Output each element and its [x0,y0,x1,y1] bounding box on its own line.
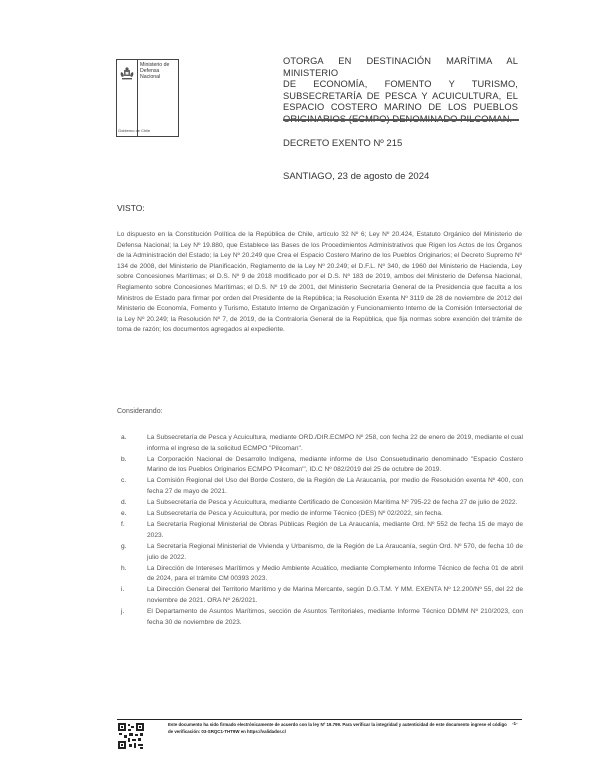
list-item-text: La Dirección General del Territorio Marítimo y de Marina Mercante, según D.G.T.M. Y MM. EXENTA Nº 12.200/Nº 55, del 22 de noviembre de 2021. ORA Nº 26/2021. [147,586,523,604]
considerando-list [121,433,523,629]
ministry-line-3: Nacional [140,74,161,80]
list-item-text: El Departamento de Asuntos Marítimos, sección de Asuntos Territoriales, mediante Informe Técnico DDMM Nº 210/2023, con fecha 30 de noviembre de 2023. [147,608,523,626]
list-item [121,542,523,563]
list-marker: b. [121,455,127,463]
list-marker: c. [121,477,127,485]
electronic-signature-notice: Este documento ha sido firmado electrónicamente de acuerdo con la ley Nº 19.799. Para verificar la integridad y autenticidad de este documento ingrese el código de verificación: 03-SRQC1-THT9W en https://validador.cl [168,722,507,734]
ministry-line-2: Defensa [140,68,160,74]
list-item [121,520,523,541]
list-marker: a. [121,434,127,441]
list-item-text: La Subsecretaría de Pesca y Acuicultura, mediante Certificado de Concesión Marítima Nº 795-22 de fecha 27 de julio de 2022. [147,499,518,507]
list-marker: i. [121,586,125,594]
list-item [121,585,523,606]
list-item-text: La Comisión Regional del Uso del Borde Costero, de la Región de La Araucanía, por medio de Resolución exenta Nº 400, con fecha 27 de mayo de 2021. [147,477,523,495]
list-item [121,498,523,509]
footer-divider [117,719,522,720]
list-item-text: La Subsecretaría de Pesca y Acuicultura, mediante ORD./DIR.ECMPO Nº 258, con fecha 22 de enero de 2019, mediante el cual informa el ingreso de la solicitud ECMPO "Pilcoman". [147,434,523,452]
list-item-text: La Secretaría Regional Ministerial de Vivienda y Urbanismo, de la Región de La Araucanía, según Ord. Nº 570, de fecha 10 de julio de 2022. [147,542,523,561]
list-marker: g. [121,542,127,550]
ministry-name [138,60,178,136]
visto-heading: VISTO: [117,203,145,213]
list-item [121,607,523,628]
qr-code-icon[interactable] [117,722,145,750]
list-item [121,455,523,476]
list-item [121,476,523,497]
list-item-text: La Secretaría Regional Ministerial de Obras Públicas Región de La Araucanía, mediante Ord. Nº 552 de fecha 15 de mayo de 2023. [147,521,523,539]
ministry-logo [116,59,179,137]
decree-number: DECRETO EXENTO Nº 215 [283,138,403,149]
government-label: Gobierno de Chile [118,128,151,133]
list-item [121,433,523,454]
list-marker: j. [121,608,125,615]
title-line-2: DE ECONOMÍA, FOMENTO Y TURISMO, [283,79,518,89]
list-item-text: La Subsecretaría de Pesca y Acuicultura, por medio de informe Técnico (DES) Nº 02/2022, sin fecha. [147,510,443,518]
list-item [121,509,523,520]
list-marker: f. [121,521,125,529]
document-title [283,56,518,125]
title-line-3: SUBSECRETARÍA DE PESCA Y ACUICULTURA, EL [283,90,518,101]
place-date: SANTIAGO, 23 de agosto de 2024 [283,171,430,182]
list-item [121,564,523,585]
list-marker: e. [121,510,127,518]
title-line-1: OTORGA EN DESTINACIÓN MARÍTIMA AL MINISTERIO [283,56,518,78]
list-item-text: La Dirección de Intereses Marítimos y Medio Ambiente Acuático, mediante Complemento Informe Técnico de fecha 01 de abril de 2024, para el trámite CM 00393 2023. [147,564,523,583]
considerando-heading: Considerando: [117,408,163,415]
page-number: -1- [512,721,518,726]
list-marker: h. [121,564,127,572]
chile-coat-of-arms-icon [119,66,135,82]
title-line-4: ESPACIO COSTERO MARINO DE LOS PUEBLOS [283,102,518,112]
list-marker: d. [121,499,127,507]
ministry-line-1: Ministerio de [140,62,170,68]
visto-paragraph: Lo dispuesto en la Constitución Política de la República de Chile, artículo 32 Nº 6; Ley Nº 20.424, Estatuto Orgánico del Ministerio de Defensa Nacional; la Ley Nº 19.880, que Establece las Bases de los Procedimientos Administrativos que Rigen los Actos de los Órganos de la Administración del Estado; la Ley Nº 20.249 que Crea el Espacio Costero Marino de los Pueblos Originarios; el Decreto Supremo Nº 134 de 2008, del Ministerio de Planificación, Reglamento de la Ley Nº 20.249; el D.F.L. Nº 340, de 1960 del Ministerio de Hacienda, Ley sobre Concesiones Marítimas; el D.S. Nº 9 de 2018 modificado por el D.S. Nº 183 de 2019, ambos del Ministerio de Defensa Nacional, Reglamento sobre Concesiones Marítimas; el D.S. Nº 19 de 2001, del Ministerio Secretaría General de la Presidencia que faculta a los Ministros de Estado para firmar por orden del Presidente de la República; la Resolución Exenta Nº 3119 de 28 de noviembre de 2012 del Ministerio de Economía, Fomento y Turismo, Estatuto Interno de Organización y Funcionamiento Interno de la Comisión Intersectorial de la Ley Nº 20.249; la Resolución Nº 7, de 2019, de la Contraloría General de la República, que fija normas sobre exención del trámite de toma de razón; los documentos agregados al expediente. [117,231,522,334]
title-underline-divider [283,119,519,121]
list-item-text: La Corporación Nacional de Desarrollo Indígena, mediante informe de Uso Consuetudinario denominado "Espacio Costero Marino de los Pueblos Originarios ECMPO 'Pilcoman'", ID.C Nº 082/2019 del 25 de octubre de 2019. [147,455,523,474]
